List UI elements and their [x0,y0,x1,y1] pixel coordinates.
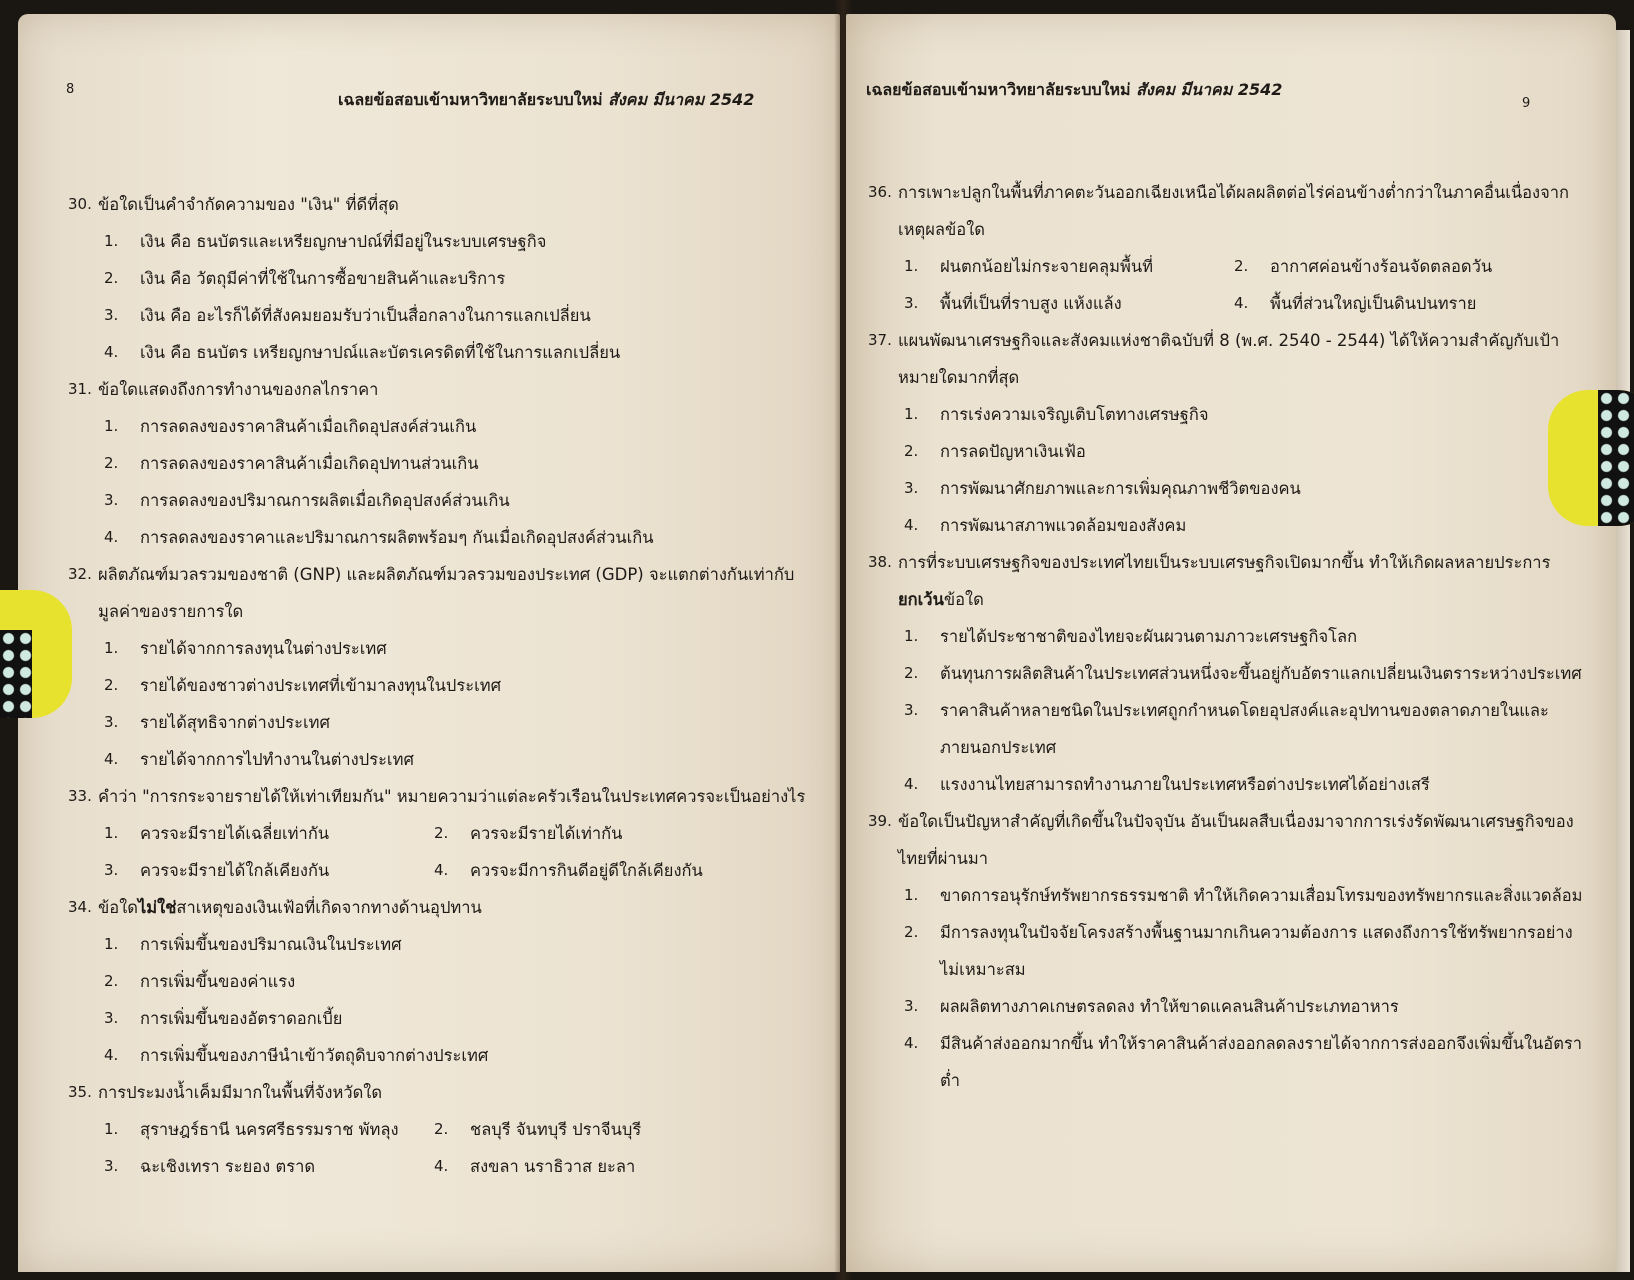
question-35 [68,1074,828,1111]
option [434,1111,828,1148]
option-text: พื้นที่เป็นที่ราบสูง แห้งแล้ง [940,294,1122,313]
option-text: ควรจะมีรายได้เท่ากัน [470,824,623,843]
option-text: การลดปัญหาเงินเฟ้อ [940,442,1086,461]
question-number: 34. [68,898,92,916]
question-text: ข้อใดเป็นปัญหาสำคัญที่เกิดขึ้นในปัจจุบัน อันเป็นผลสืบเนื่องมาจากการเร่งรัดพัฒนาเศรษฐกิจของไทยที่ผ่านมา [898,812,1574,868]
option-number: 2. [904,664,919,682]
question-text: ข้อใดเป็นคำจำกัดความของ "เงิน" ที่ดีที่สุด [98,195,399,214]
option-number: 1. [904,627,919,645]
question-text: คำว่า "การกระจายรายได้ให้เท่าเทียมกัน" หมายความว่าแต่ละครัวเรือนในประเทศควรจะเป็นอย่างไร [98,787,806,806]
option-number: 3. [104,713,119,731]
option [904,692,1588,766]
option [904,877,1588,914]
option [104,1111,434,1148]
option-number: 3. [904,294,919,312]
option-number: 4. [104,750,119,768]
question-30 [68,186,828,223]
option-text: การเร่งความเจริญเติบโตทางเศรษฐกิจ [940,405,1209,424]
option-number: 4. [104,1046,119,1064]
option [434,1148,828,1185]
question-32 [68,556,828,630]
option [904,766,1588,803]
option-text: เงิน คือ ธนบัตร เหรียญกษาปณ์และบัตรเครดิตที่ใช้ในการแลกเปลี่ยน [140,343,621,362]
option-text: เงิน คือ อะไรก็ได้ที่สังคมยอมรับว่าเป็นสื่อกลางในการแลกเปลี่ยน [140,306,591,325]
option [104,1037,828,1074]
option-number: 3. [904,701,919,719]
option-number: 4. [104,343,119,361]
option-number: 2. [904,442,919,460]
option-text: มีการลงทุนในปัจจัยโครงสร้างพื้นฐานมากเกินความต้องการ แสดงถึงการใช้ทรัพยากรอย่างไม่เหมาะสม [940,923,1573,979]
option [104,704,828,741]
question-text-pre: ข้อใด [98,898,138,917]
option-text: การเพิ่มขึ้นของปริมาณเงินในประเทศ [140,935,402,954]
option-text: การลดลงของราคาและปริมาณการผลิตพร้อมๆ กันเมื่อเกิดอุปสงค์ส่วนเกิน [140,528,654,547]
option-text: ฉะเชิงเทรา ระยอง ตราด [140,1157,316,1176]
question-number: 31. [68,380,92,398]
option [904,285,1234,322]
binder-clip-left [0,590,72,718]
option-text: รายได้ประชาชาติของไทยจะผันผวนตามภาวะเศรษฐกิจโลก [940,627,1358,646]
option-text: การเพิ่มขึ้นของค่าแรง [140,972,296,991]
question-34 [68,889,828,926]
option [904,655,1588,692]
question-number: 39. [868,812,892,830]
option-number: 4. [104,528,119,546]
option-text: สงขลา นราธิวาส ยะลา [470,1157,636,1176]
option-number: 2. [104,269,119,287]
option [904,248,1234,285]
question-37 [868,322,1588,396]
page-number: 8 [66,82,75,97]
option-text: การลดลงของปริมาณการผลิตเมื่อเกิดอุปสงค์ส่วนเกิน [140,491,510,510]
option-number: 1. [104,1120,119,1138]
option-number: 2. [1234,257,1249,275]
question-text: แผนพัฒนาเศรษฐกิจและสังคมแห่งชาติฉบับที่ 8 (พ.ศ. 2540 - 2544) ได้ให้ความสำคัญกับเป้าหมายใดมากที่สุด [898,331,1560,387]
options-grid [104,1111,828,1185]
option [104,260,828,297]
option-text: ต้นทุนการผลิตสินค้าในประเทศส่วนหนึ่งจะขึ้นอยู่กับอัตราแลกเปลี่ยนเงินตราระหว่างประเทศ [940,664,1582,683]
option-text: ควรจะมีการกินดีอยู่ดีใกล้เคียงกัน [470,861,703,880]
option-number: 1. [104,935,119,953]
questions-right [868,174,1588,1099]
option-text: รายได้จากการลงทุนในต่างประเทศ [140,639,387,658]
option-text: ราคาสินค้าหลายชนิดในประเทศถูกกำหนดโดยอุปสงค์และอุปทานของตลาดภายในและภายนอกประเทศ [940,701,1549,757]
option-text: รายได้จากการไปทำงานในต่างประเทศ [140,750,414,769]
question-text-post: สาเหตุของเงินเฟ้อที่เกิดจากทางด้านอุปทาน [176,898,482,917]
header-subject: สังคม มีนาคม 2542 [608,90,755,109]
option-number: 1. [904,886,919,904]
option-number: 2. [434,824,449,842]
option-number: 4. [1234,294,1249,312]
option [904,470,1588,507]
option-number: 3. [904,479,919,497]
option-number: 1. [104,417,119,435]
option-number: 1. [904,257,919,275]
option [104,297,828,334]
question-33 [68,778,828,815]
option-text: แรงงานไทยสามารถทำงานภายในประเทศหรือต่างประเทศได้อย่างเสรี [940,775,1430,794]
option [904,396,1588,433]
questions-left [68,186,828,1185]
option-text: พื้นที่ส่วนใหญ่เป็นดินปนทราย [1270,294,1477,313]
option [904,1025,1588,1099]
option [904,618,1588,655]
option-text: การลดลงของราคาสินค้าเมื่อเกิดอุปทานส่วนเกิน [140,454,479,473]
option-number: 3. [104,491,119,509]
header-title: เฉลยข้อสอบเข้ามหาวิทยาลัยระบบใหม่ [866,80,1131,99]
clip-dot-pattern [0,630,32,718]
header-subject: สังคม มีนาคม 2542 [1136,80,1283,99]
clip-dot-pattern [1598,390,1634,526]
option [904,988,1588,1025]
option-number: 4. [904,516,919,534]
question-number: 35. [68,1083,92,1101]
option [104,482,828,519]
option [104,223,828,260]
question-36 [868,174,1588,248]
option-text: มีสินค้าส่งออกมากขึ้น ทำให้ราคาสินค้าส่งออกลดลงรายได้จากการส่งออกจึงเพิ่มขึ้นในอัตราต่ำ [940,1034,1583,1090]
option [104,667,828,704]
question-number: 32. [68,565,92,583]
question-31 [68,371,828,408]
option [904,914,1588,988]
option-text: ขาดการอนุรักษ์ทรัพยากรธรรมชาติ ทำให้เกิดความเสื่อมโทรมของทรัพยากรและสิ่งแวดล้อม [940,886,1583,905]
option [434,815,828,852]
option-number: 4. [904,1034,919,1052]
option-number: 1. [104,639,119,657]
option-number: 2. [434,1120,449,1138]
option [104,445,828,482]
question-39 [868,803,1588,877]
binder-clip-right [1548,390,1634,526]
option-number: 3. [904,997,919,1015]
option [434,852,828,889]
option-text: ควรจะมีรายได้เฉลี่ยเท่ากัน [140,824,330,843]
option-number: 2. [904,923,919,941]
option-number: 4. [434,861,449,879]
option [904,433,1588,470]
option-text: การพัฒนาสภาพแวดล้อมของสังคม [940,516,1187,535]
option-text: อากาศค่อนข้างร้อนจัดตลอดวัน [1270,257,1493,276]
option-text: ผลผลิตทางภาคเกษตรลดลง ทำให้ขาดแคลนสินค้าประเภทอาหาร [940,997,1399,1016]
option [104,926,828,963]
question-number: 36. [868,183,892,201]
question-text: การประมงน้ำเค็มมีมากในพื้นที่จังหวัดใด [98,1083,383,1102]
question-text: ข้อใดแสดงถึงการทำงานของกลไกราคา [98,380,379,399]
page-edge [1616,30,1630,1272]
question-text: การเพาะปลูกในพื้นที่ภาคตะวันออกเฉียงเหนือได้ผลผลิตต่อไร่ค่อนข้างต่ำกว่าในภาคอื่นเนื่องจากเหตุผลข้อใด [898,183,1570,239]
option [104,334,828,371]
option-number: 3. [104,1157,119,1175]
right-page [846,14,1616,1272]
option-number: 4. [434,1157,449,1175]
option-text: การเพิ่มขึ้นของภาษีนำเข้าวัตถุดิบจากต่างประเทศ [140,1046,489,1065]
options-grid [904,248,1588,322]
question-number: 37. [868,331,892,349]
option-number: 2. [104,676,119,694]
question-number: 30. [68,195,92,213]
question-text-pre: การที่ระบบเศรษฐกิจของประเทศไทยเป็นระบบเศรษฐกิจเปิดมากขึ้น ทำให้เกิดผลหลายประการ [898,553,1551,572]
option [904,507,1588,544]
option-number: 1. [104,232,119,250]
option [104,408,828,445]
question-number: 38. [868,553,892,571]
option-number: 4. [904,775,919,793]
page-header [866,78,1282,103]
option-text: ฝนตกน้อยไม่กระจายคลุมพื้นที่ [940,257,1154,276]
option-number: 2. [104,454,119,472]
question-text: ผลิตภัณฑ์มวลรวมของชาติ (GNP) และผลิตภัณฑ์มวลรวมของประเทศ (GDP) จะแตกต่างกันเท่ากับมูลค่าของรายการใด [98,565,795,621]
option [104,852,434,889]
option-text: การเพิ่มขึ้นของอัตราดอกเบี้ย [140,1009,343,1028]
page-header [338,88,754,113]
option [104,815,434,852]
option-number: 3. [104,1009,119,1027]
option-number: 1. [904,405,919,423]
option-text: รายได้ของชาวต่างประเทศที่เข้ามาลงทุนในประเทศ [140,676,502,695]
option-number: 3. [104,861,119,879]
option-text: ชลบุรี จันทบุรี ปราจีนบุรี [470,1120,642,1139]
header-title: เฉลยข้อสอบเข้ามหาวิทยาลัยระบบใหม่ [338,90,603,109]
option-text: ควรจะมีรายได้ใกล้เคียงกัน [140,861,330,880]
option [1234,248,1588,285]
option-text: เงิน คือ วัตถุมีค่าที่ใช้ในการซื้อขายสินค้าและบริการ [140,269,506,288]
option [1234,285,1588,322]
option-text: สุราษฎร์ธานี นครศรีธรรมราช พัทลุง [140,1120,399,1139]
option-text: รายได้สุทธิจากต่างประเทศ [140,713,330,732]
option-number: 1. [104,824,119,842]
question-38 [868,544,1588,618]
question-number: 33. [68,787,92,805]
option [104,1148,434,1185]
option-number: 3. [104,306,119,324]
question-text-emphasis: ไม่ใช่ [137,898,177,917]
option-text: การลดลงของราคาสินค้าเมื่อเกิดอุปสงค์ส่วนเกิน [140,417,477,436]
option [104,1000,828,1037]
question-text-post: ข้อใด [943,590,984,609]
option-number: 2. [104,972,119,990]
option-text: การพัฒนาศักยภาพและการเพิ่มคุณภาพชีวิตของคน [940,479,1301,498]
option [104,630,828,667]
option-text: เงิน คือ ธนบัตรและเหรียญกษาปณ์ที่มีอยู่ในระบบเศรษฐกิจ [140,232,547,251]
option [104,963,828,1000]
left-page [18,14,840,1272]
options-grid [104,815,828,889]
option [104,741,828,778]
question-text-emphasis: ยกเว้น [898,590,944,609]
page-number: 9 [1522,96,1531,111]
option [104,519,828,556]
